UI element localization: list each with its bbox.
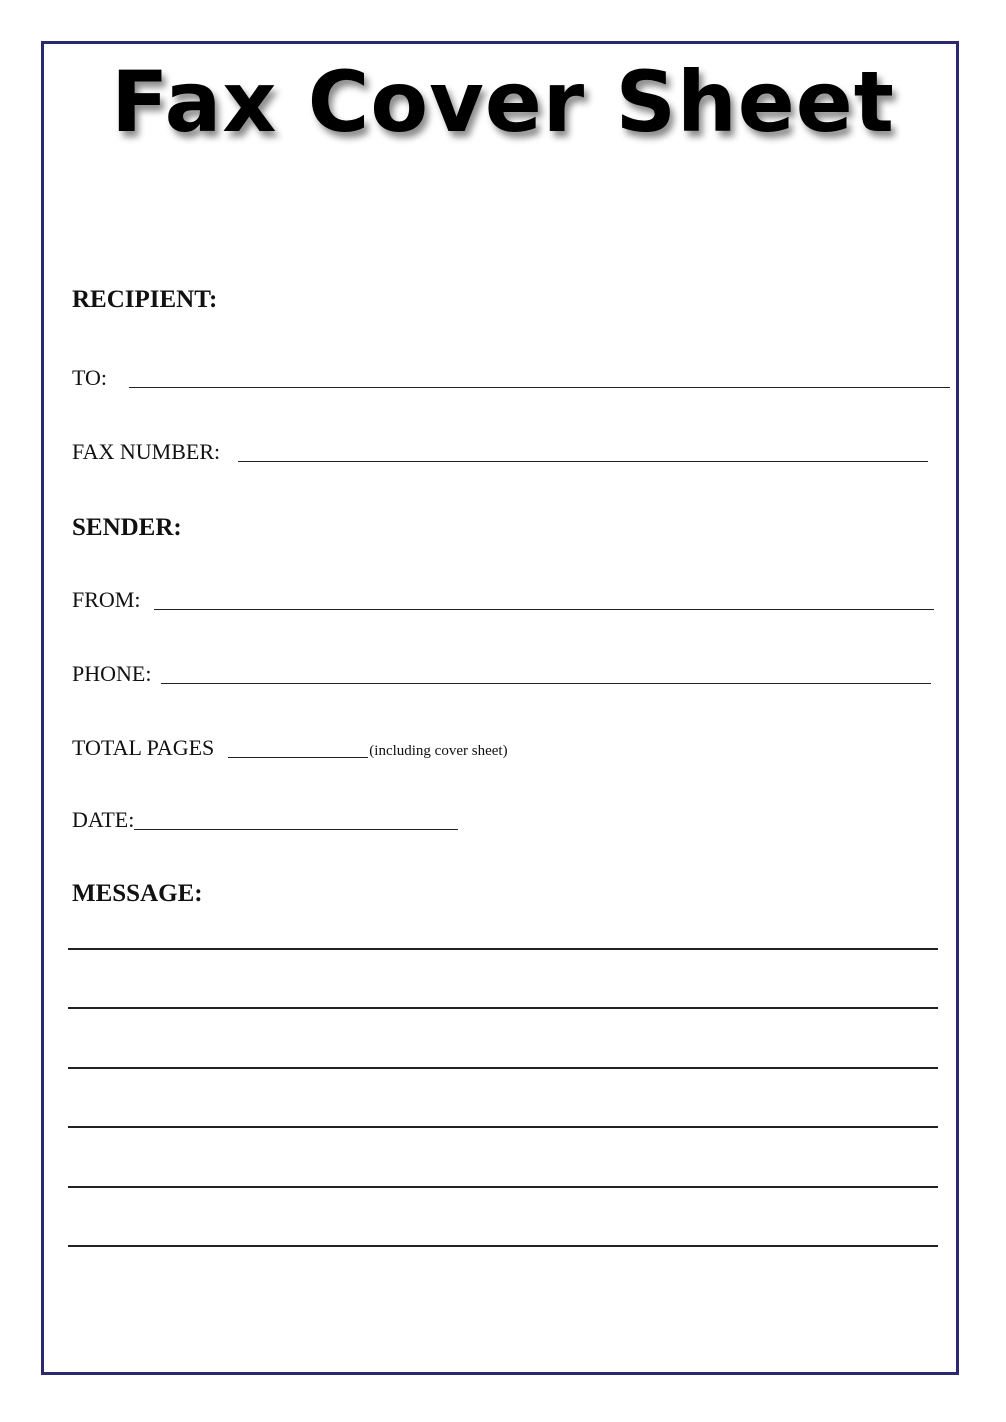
date-label: DATE: <box>72 807 135 832</box>
message-heading: MESSAGE: <box>72 880 203 907</box>
fax-number-row <box>72 440 928 464</box>
recipient-heading: RECIPIENT: <box>72 286 218 313</box>
document-title: Fax Cover Sheet <box>111 53 895 151</box>
fax-number-field[interactable] <box>238 461 928 462</box>
to-label: TO: <box>72 365 108 390</box>
message-line[interactable] <box>68 1007 938 1009</box>
page-border <box>41 41 959 1375</box>
total-pages-row <box>72 736 508 760</box>
to-field[interactable] <box>129 387 950 388</box>
sender-heading: SENDER: <box>72 514 182 541</box>
from-field[interactable] <box>154 609 934 610</box>
from-row <box>72 588 934 612</box>
message-line[interactable] <box>68 1067 938 1069</box>
phone-field[interactable] <box>161 683 931 684</box>
to-row <box>72 366 950 390</box>
message-line[interactable] <box>68 1186 938 1188</box>
date-field[interactable] <box>134 829 458 830</box>
fax-number-label: FAX NUMBER: <box>72 439 221 464</box>
total-pages-field[interactable] <box>228 757 368 758</box>
message-line[interactable] <box>68 1245 938 1247</box>
total-pages-note: (including cover sheet) <box>369 743 508 759</box>
phone-row <box>72 662 931 686</box>
total-pages-label: TOTAL PAGES <box>72 735 215 760</box>
phone-label: PHONE: <box>72 661 152 686</box>
from-label: FROM: <box>72 587 141 612</box>
date-row <box>72 808 458 832</box>
message-line[interactable] <box>68 948 938 950</box>
message-line[interactable] <box>68 1126 938 1128</box>
